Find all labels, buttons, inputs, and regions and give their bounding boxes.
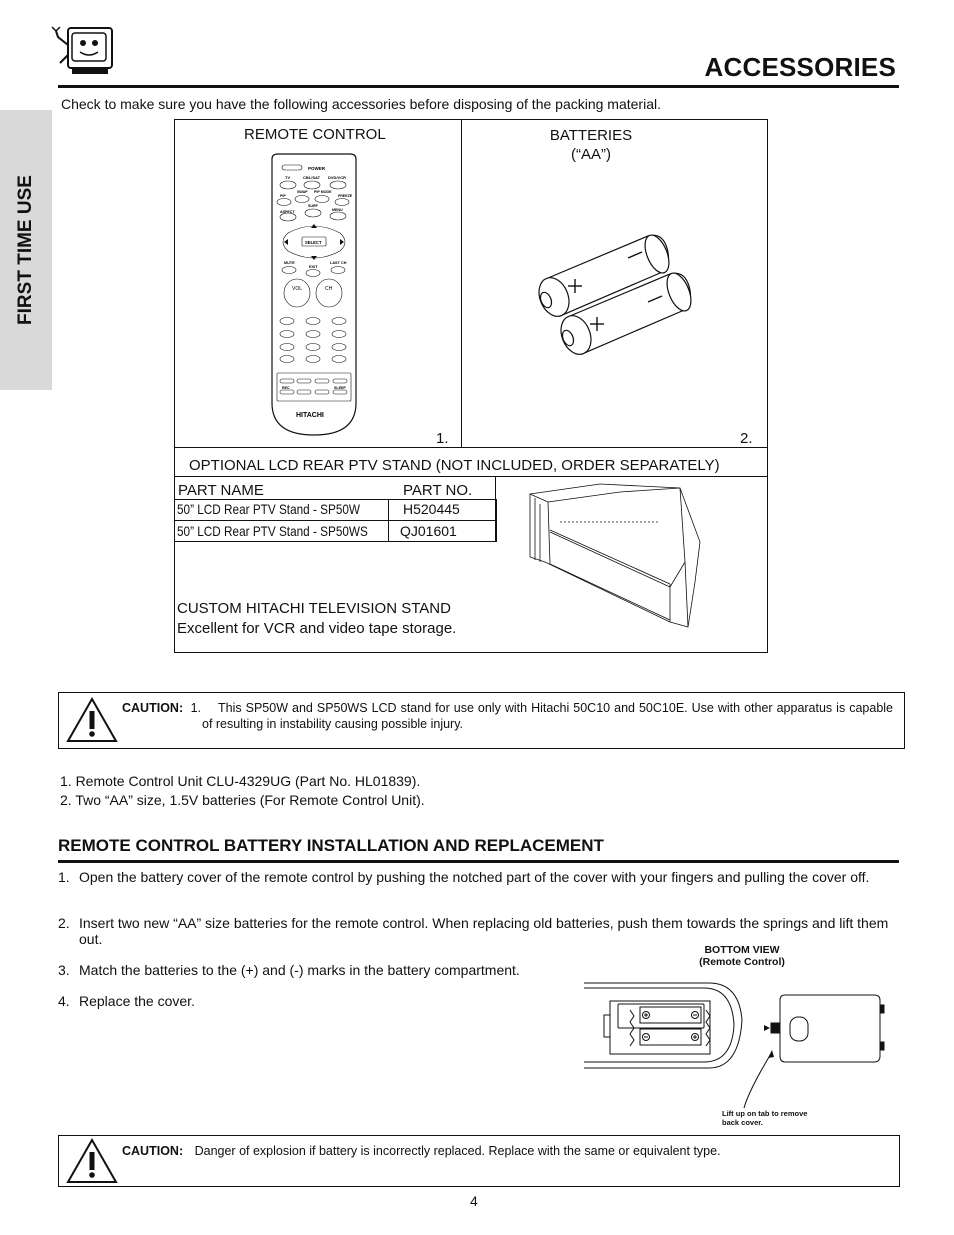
bottom-view-line1: BOTTOM VIEW [704, 944, 780, 956]
table-row-partno: QJ01601 [400, 523, 457, 539]
remote-aspect-text: ASPECT [280, 210, 295, 214]
remote-pipmode-text: PIP MODE [314, 190, 332, 194]
title-divider [58, 85, 899, 88]
step-text: Replace the cover. [79, 993, 195, 1009]
remote-lastch-text: LAST CH [330, 261, 347, 265]
accessories-divider-vertical [461, 119, 462, 447]
intro-text: Check to make sure you have the following accessories before disposing of the packing material. [61, 96, 661, 112]
first-time-use-mascot-icon [50, 25, 116, 77]
remote-bottom-view-illustration [584, 980, 894, 1080]
remote-cbl-text: CBL/SAT [303, 175, 321, 180]
step-text: Insert two new “AA” size batteries for the remote control. When replacing old batteries, push them towards the springs and lift them out. [79, 915, 889, 947]
batteries-label [535, 126, 647, 164]
warning-triangle-icon [66, 1138, 118, 1189]
parts-table-col-divider [388, 499, 389, 542]
remote-sleep-text: SLEEP [334, 386, 346, 390]
side-tab-label: FIRST TIME USE [15, 175, 36, 325]
parts-table-right [495, 477, 496, 542]
tab-note: Lift up on tab to remove back cover. [722, 1109, 808, 1127]
step-item [58, 869, 898, 903]
table-row-partno: H520445 [403, 501, 460, 517]
caution-1-text: This SP50W and SP50WS LCD stand for use only with Hitachi 50C10 and 50C10E. Use with other apparatus is capable of resulting in instability causing possible injury. [202, 701, 893, 731]
step-number: 4. [58, 993, 70, 1009]
custom-stand-title: CUSTOM HITACHI TELEVISION STAND [177, 600, 451, 617]
section-divider [58, 860, 899, 863]
remote-menu-text: MENU [332, 208, 343, 212]
batteries-number: 2. [740, 430, 753, 447]
stand-divider-horizontal [174, 476, 767, 477]
remote-mute-text: MUTE [284, 261, 295, 265]
parts-table-row-divider [174, 520, 496, 521]
remote-exit-text: EXIT [309, 265, 318, 269]
batteries-label-line1: BATTERIES [549, 127, 633, 144]
remote-vol-text: VOL [292, 286, 303, 292]
bottom-view-label [680, 944, 804, 968]
remote-power-text: POWER [308, 166, 326, 171]
remote-control-label: REMOTE CONTROL [244, 126, 386, 143]
part-no-header: PART NO. [403, 482, 473, 499]
part-name-header: PART NAME [178, 482, 264, 499]
note-item: 1. Remote Control Unit CLU-4329UG (Part No. HL01839). [60, 773, 421, 789]
section-heading: REMOTE CONTROL BATTERY INSTALLATION AND REPLACEMENT [58, 836, 604, 855]
remote-dvd-text: DVD/VCR [328, 175, 347, 180]
remote-brand-text: HITACHI [296, 412, 324, 419]
caution-2-text: Danger of explosion if battery is incorrectly replaced. Replace with the same or equivalent type. [194, 1144, 721, 1158]
aa-batteries-illustration [530, 228, 690, 353]
step-text: Open the battery cover of the remote control by pushing the notched part of the cover with your fingers and pulling the cover off. [79, 869, 870, 885]
step-number: 3. [58, 962, 70, 978]
note-item: 2. Two “AA” size, 1.5V batteries (For Remote Control Unit). [60, 792, 425, 808]
remote-control-illustration [268, 153, 360, 438]
remote-tv-text: TV [285, 175, 291, 180]
remote-rec-text: REC [282, 386, 290, 390]
tv-stand-illustration [520, 482, 720, 632]
caution-label: CAUTION: [122, 1144, 184, 1158]
caution-label: CAUTION: [122, 701, 184, 715]
warning-triangle-icon [66, 697, 118, 748]
remote-pip-text: PIP [280, 194, 286, 198]
batteries-label-line2: (“AA”) [571, 146, 611, 163]
table-row: 50” LCD Rear PTV Stand - SP50WS [177, 523, 368, 539]
custom-stand-description: Excellent for VCR and video tape storage. [177, 620, 457, 637]
step-text: Match the batteries to the (+) and (-) marks in the battery compartment. [79, 962, 520, 978]
remote-surf-text: SURF [308, 204, 318, 208]
remote-select-text: SELECT [305, 240, 322, 245]
page-title: ACCESSORIES [704, 52, 896, 82]
bottom-view-line2: (Remote Control) [699, 956, 785, 968]
step-number: 2. [58, 915, 70, 931]
caution-2 [122, 1143, 892, 1159]
side-tab [0, 110, 52, 390]
accessories-divider-horizontal [174, 447, 767, 448]
remote-swap-text: SWAP [297, 190, 308, 194]
page-number: 4 [470, 1193, 478, 1209]
step-number: 1. [58, 869, 70, 885]
table-row: 50” LCD Rear PTV Stand - SP50W [177, 501, 361, 517]
remote-ch-text: CH [325, 286, 333, 292]
remote-freeze-text: FREEZE [338, 194, 353, 198]
optional-stand-heading: OPTIONAL LCD REAR PTV STAND (NOT INCLUDED, ORDER SEPARATELY) [189, 457, 720, 474]
remote-number: 1. [436, 430, 449, 447]
caution-1-number: 1. [190, 701, 202, 715]
